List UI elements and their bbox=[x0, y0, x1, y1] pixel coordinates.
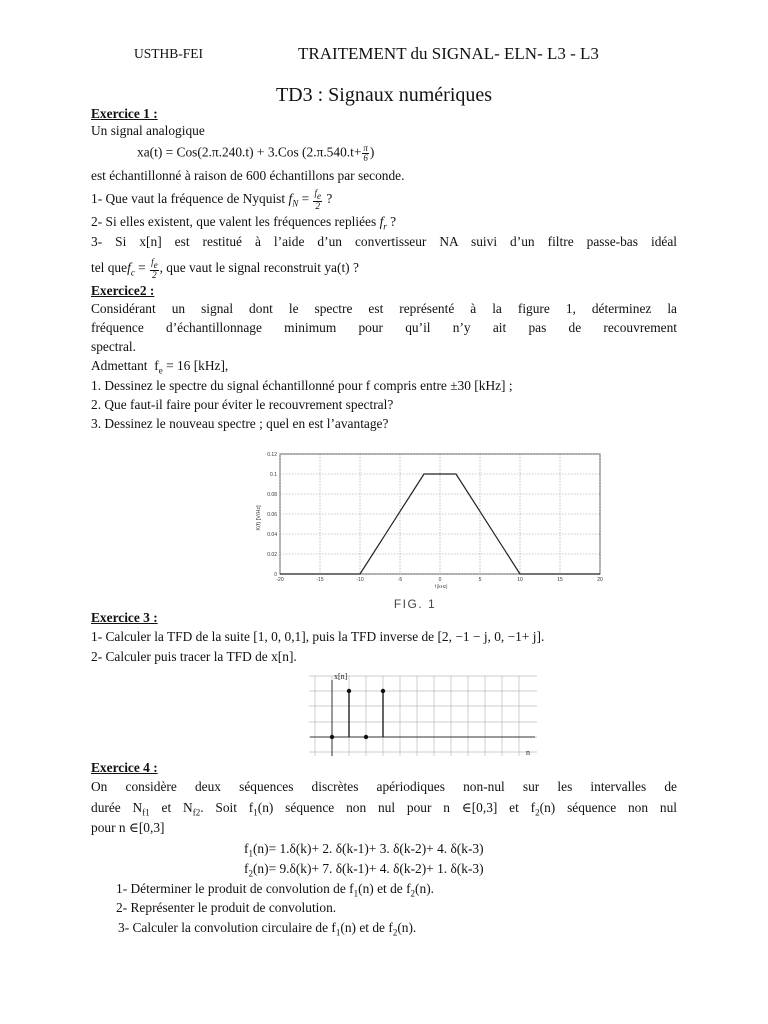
admit-value: = 16 [kHz], bbox=[166, 358, 229, 373]
q1-end: ? bbox=[326, 190, 333, 206]
l2-e: (n) séquence non nul bbox=[539, 800, 677, 815]
q2-f: f bbox=[379, 214, 384, 229]
x-tick-label: 0 bbox=[438, 577, 442, 583]
stem-marks bbox=[330, 689, 385, 739]
q3-s1: 1 bbox=[335, 927, 341, 938]
l2-b: et N bbox=[149, 800, 193, 815]
q3-b: (n) et de f bbox=[340, 920, 393, 935]
q1-den: 2 bbox=[315, 200, 320, 211]
ex1-intro: Un signal analogique bbox=[91, 123, 205, 138]
stem-point bbox=[347, 689, 351, 693]
l2-s2: f2 bbox=[192, 807, 201, 818]
y-tick-label: 0.06 bbox=[267, 512, 277, 518]
q3-fc: f bbox=[127, 259, 131, 275]
formula-fraction bbox=[362, 144, 369, 163]
f2-b: (n)= 9.δ(k)+ 7. δ(k-1)+ 4. δ(k-2)+ 1. δ(k-3) bbox=[252, 861, 484, 876]
ex4-heading: Exercice 4 : bbox=[91, 760, 158, 775]
q3-end: , que vaut le signal reconstruit ya(t) ? bbox=[159, 259, 359, 275]
q3-a: 3- Calculer la convolution circulaire de f bbox=[118, 920, 336, 935]
stem-ylabel: x[n] bbox=[334, 672, 348, 681]
course-title: TRAITEMENT du SIGNAL- ELN- L3 - L3 bbox=[298, 44, 599, 63]
x-tick-label: -15 bbox=[316, 577, 324, 583]
q2-end: ? bbox=[390, 214, 397, 229]
q3-fe: f bbox=[151, 257, 154, 267]
ex3-q1: 1- Calculer la TFD de la suite [1, 0, 0,1], puis la TFD inverse de [2, −1 − j, 0, −1+ j]. bbox=[91, 629, 545, 644]
stem-xlabel: n bbox=[526, 748, 530, 757]
x-tick-label: -20 bbox=[276, 577, 284, 583]
q1-fn-sub: N bbox=[292, 198, 299, 209]
ex2-p1-l3: spectral. bbox=[91, 339, 136, 354]
q1-fn: f bbox=[288, 190, 293, 206]
f1-s: 1 bbox=[248, 848, 253, 859]
ex2-p1-l1: Considérant un signal dont le spectre est représenté à la figure 1, déterminez la bbox=[91, 301, 677, 316]
l2-d: (n) séquence non nul pour n ∈[0,3] et f bbox=[257, 800, 536, 815]
ex2-p1-l2: fréquence d’échantillonnage minimum pour qu’il n’y ait pas de recouvrement bbox=[91, 320, 677, 335]
y-tick-label: 0.08 bbox=[267, 492, 277, 498]
x-tick-label: -5 bbox=[397, 577, 403, 583]
q1-s2: 2 bbox=[410, 888, 416, 899]
school-name: USTHB-FEI bbox=[134, 46, 204, 61]
x-tick-label: 10 bbox=[517, 577, 523, 583]
formula-text: xa(t) = Cos(2.π.240.t) + 3.Cos (2.π.540.t+ bbox=[137, 144, 362, 160]
q1-s1: 1 bbox=[353, 888, 359, 899]
q1-a: 1- Déterminer le produit de convolution de f bbox=[116, 881, 354, 896]
l2-a: durée N bbox=[91, 800, 143, 815]
ex2-q2: 2. Que faut-il faire pour éviter le recouvrement spectral? bbox=[91, 397, 394, 412]
ex4-p-l1: On considère deux séquences discrètes apériodiques non-nul sur les intervalles de bbox=[91, 779, 677, 794]
stem-grid bbox=[309, 676, 537, 756]
x-tick-label: 15 bbox=[557, 577, 563, 583]
q3-fe-sub: e bbox=[153, 259, 158, 270]
ex1-q1 bbox=[91, 189, 332, 212]
y-tick-label: 0.02 bbox=[267, 552, 277, 558]
q1-fe: f bbox=[314, 188, 317, 198]
q3-eq: = bbox=[138, 259, 146, 275]
ex4-p-l2 bbox=[91, 800, 677, 821]
admit-f: f bbox=[154, 358, 159, 373]
q2-sub: r bbox=[383, 221, 387, 232]
spectrum-chart bbox=[252, 446, 610, 612]
ex4-p-l3: pour n ∈[0,3] bbox=[91, 820, 165, 835]
x-tick-label: 5 bbox=[478, 577, 482, 583]
ex1-heading: Exercice 1 : bbox=[91, 106, 158, 121]
ex2-q3: 3. Dessinez le nouveau spectre ; quel en est l’avantage? bbox=[91, 416, 389, 431]
y-tick-label: 0.12 bbox=[267, 452, 277, 458]
y-tick-label: 0.04 bbox=[267, 532, 277, 538]
x-tick-label: -10 bbox=[356, 577, 364, 583]
f1-a: f bbox=[244, 841, 249, 856]
ex1-q2 bbox=[91, 214, 396, 235]
l2-s1: f1 bbox=[142, 807, 150, 818]
l2-c: . Soit f bbox=[200, 800, 254, 815]
y-tick-label: 0 bbox=[274, 572, 277, 578]
q2-text: 2- Si elles existent, que valent les fréquences repliées bbox=[91, 214, 377, 229]
ex2-q1: 1. Dessinez le spectre du signal échantillonné pour f compris entre ±30 [kHz] ; bbox=[91, 378, 513, 393]
ex4-q2: 2- Représenter le produit de convolution. bbox=[116, 900, 337, 915]
ex1-q3-line1: 3- Si x[n] est restitué à l’aide d’un convertisseur NA suivi d’un filtre passe-bas idéal bbox=[91, 234, 677, 249]
stem-plot bbox=[305, 668, 545, 758]
ex4-f2 bbox=[244, 861, 484, 882]
stem-point bbox=[330, 735, 334, 739]
l2-s4: 2 bbox=[535, 807, 540, 818]
l2-s3: 1 bbox=[253, 807, 258, 818]
fraction-denominator: 6 bbox=[363, 153, 368, 163]
q1-eq: = bbox=[301, 190, 310, 206]
f2-s: 2 bbox=[248, 868, 253, 879]
figure-caption: FIG. 1 bbox=[393, 597, 437, 611]
q1-fraction bbox=[313, 189, 322, 211]
q1-fe-sub: e bbox=[317, 190, 321, 201]
f1-b: (n)= 1.δ(k)+ 2. δ(k-1)+ 3. δ(k-2)+ 4. δ(k-3) bbox=[252, 841, 484, 856]
ex4-f1 bbox=[244, 841, 484, 862]
formula-close: ) bbox=[369, 144, 375, 160]
chart-xlabel: f [kHz] bbox=[434, 584, 448, 589]
ex3-q2: 2- Calculer puis tracer la TFD de x[n]. bbox=[91, 649, 297, 664]
ex4-q3 bbox=[118, 920, 416, 941]
admit-text: Admettant bbox=[91, 358, 148, 373]
x-tick-label: 20 bbox=[597, 577, 603, 583]
fraction-numerator: π bbox=[363, 143, 368, 153]
f2-a: f bbox=[244, 861, 249, 876]
ex1-sampled: est échantillonné à raison de 600 échantillons par seconde. bbox=[91, 168, 405, 183]
q1-text: 1- Que vaut la fréquence de Nyquist bbox=[91, 190, 286, 206]
ex3-heading: Exercice 3 : bbox=[91, 610, 158, 625]
ex4-q1 bbox=[116, 881, 434, 902]
q3-text: tel que bbox=[91, 259, 128, 275]
stem-point bbox=[381, 689, 385, 693]
chart-grid bbox=[280, 454, 600, 574]
admit-sub: e bbox=[158, 365, 163, 376]
q3-fc-sub: c bbox=[130, 267, 135, 278]
ex1-formula bbox=[137, 144, 374, 163]
page-title: TD3 : Signaux numériques bbox=[275, 84, 493, 106]
chart-ylabel: X(f) [V/Hz] bbox=[256, 505, 262, 531]
ex2-admit bbox=[91, 358, 228, 379]
q3-s2: 2 bbox=[392, 927, 398, 938]
ex1-q3-line2 bbox=[91, 258, 359, 281]
stem-point bbox=[364, 735, 368, 739]
y-tick-label: 0.1 bbox=[270, 472, 277, 478]
page-header bbox=[0, 44, 768, 66]
q3-den: 2 bbox=[152, 269, 157, 280]
q1-c: (n). bbox=[415, 881, 435, 896]
q3-fraction bbox=[150, 258, 159, 280]
q3-c: (n). bbox=[397, 920, 417, 935]
ex2-heading: Exercice2 : bbox=[91, 283, 155, 298]
chart-ticks bbox=[267, 452, 603, 583]
q1-b: (n) et de f bbox=[358, 881, 411, 896]
